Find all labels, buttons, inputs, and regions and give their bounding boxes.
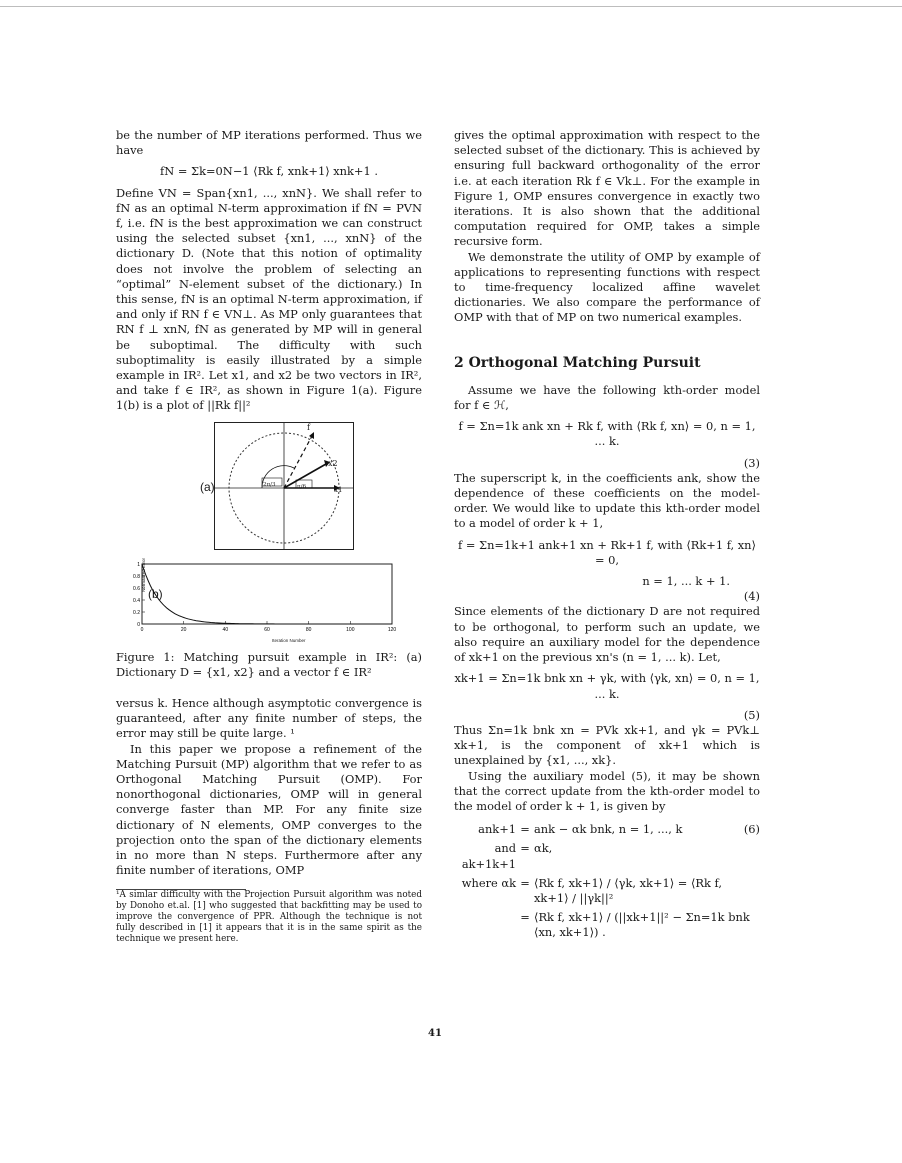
x-axis-label: Iteration Number <box>272 637 306 643</box>
eq6-row1-rhs <box>534 822 760 837</box>
equation-5: xk+1 = Σn=1k bnk xn + γk, with ⟨γk, xn⟩ = 0, n = 1, ... k. <box>454 671 760 701</box>
equation-3-number: (3) <box>743 455 760 470</box>
eq6-row2-lhs: and ak+1k+1 <box>461 841 516 871</box>
figure-1b-plot <box>130 557 398 632</box>
equation-fn: fN = Σk=0N−1 ⟨Rk f, xnk+1⟩ xnk+1 . <box>160 164 378 179</box>
eq6-row4-eq: = <box>520 910 530 925</box>
eq6-row3-lhs: where αk <box>461 875 516 890</box>
x-tick-label: 20 <box>180 626 187 632</box>
left-paragraph-4: In this paper we propose a refinement of the Matching Pursuit (MP) algorithm that we refer to as Orthogonal Matching Pursuit (OMP). For nonorthogonal dictionaries, OMP will in general converge faster than MP. For any finite size dictionary of N elements, OMP converges to the projection onto the span of the dictionary elements in no more than N steps. Furthermore after any finite number of iterations, OMP <box>116 741 422 878</box>
top-rule <box>0 6 902 7</box>
eq6-row4-rhs: ⟨Rk f, xk+1⟩ / (||xk+1||² − Σn=1k bnk ⟨xn, xk+1⟩) . <box>534 910 750 940</box>
y-axis-label: Normalized Error <box>141 557 146 592</box>
angle-label-pi6: π/6 <box>297 483 306 490</box>
equation-5-number: (5) <box>743 707 760 722</box>
right-paragraph-3: Assume we have the following kth-order model for f ∈ ℋ, <box>454 382 760 413</box>
eq6-row2-rhs: αk, <box>534 841 553 856</box>
right-paragraph-1: gives the optimal approximation with respect to the selected subset of the dictionary. This is achieved by ensuring full backward orthogonality of the error i.e. at each iteration Rk f ∈ Vk⊥. For the example in Figure 1, OMP ensures convergence in exactly two iterations. It is also shown that the additional computation required for OMP, takes a simple recursive form. <box>454 128 760 249</box>
figure-label-a: (a) <box>200 479 215 494</box>
vector-f-label: f <box>307 422 310 432</box>
x-tick-label: 60 <box>264 626 270 632</box>
error-curve <box>142 564 392 624</box>
vector-x2-label: x2 <box>328 458 338 468</box>
eq6-row4-lhs-empty <box>454 910 516 940</box>
x-tick-label: 80 <box>305 626 312 632</box>
footnote: ¹A simlar difficulty with the Projection Pursuit algorithm was noted by Donoho et.al. [1] who suggested that backfitting may be used to improve the convergence of PPR. Although the technique is not fully described in [1] it appears that it is in the same spirit as the technique we present here. <box>116 889 422 944</box>
x-tick-label: 0 <box>140 626 144 632</box>
equation-4-number: (4) <box>743 589 760 604</box>
equation-4a: f = Σn=1k+1 ank+1 xn + Rk+1 f, with ⟨Rk+1 f, xn⟩ = 0, <box>458 537 756 567</box>
equation-6-block <box>454 822 760 940</box>
right-paragraph-4: The superscript k, in the coefficients ank, show the dependence of these coefficients on the model-order. We would like to update this kth-order model to a model of order k + 1, <box>454 470 760 531</box>
eq6-row3-eq: = <box>520 875 530 890</box>
eq6-row1-lhs: ank+1 <box>478 822 516 837</box>
plot-frame <box>142 564 392 624</box>
eq6-row2-eq: = <box>520 841 530 856</box>
page-number: 41 <box>428 1028 442 1039</box>
left-paragraph-2: Define VN = Span{xn1, ..., xnN}. We shall refer to fN as an optimal N-term approximation if fN = PVN f, i.e. fN is the best approximation we can construct using the selected subset {xn1, ..., xnN} of the dictionary D. (Note that this notion of optimality does not involve the problem of selecting an “optimal” N-element subset of the dictionary.) In this sense, fN is an optimal N-term approximation, if and only if RN f ∈ VN⊥. As MP only guarantees that RN f ⊥ xnN, fN as generated by MP will in general be suboptimal. The difficulty with such suboptimality is easily illustrated by a simple example in IR². Let x1, and x2 be two vectors in IR², and take f ∈ IR², as shown in Figure 1(a). Figure 1(b) is a plot of ||Rk f||² <box>116 185 422 413</box>
figure-caption: Figure 1: Matching pursuit example in IR²: (a) Dictionary D = {x1, x2} and a vector f ∈ IR² <box>116 649 422 679</box>
section-heading: 2 Orthogonal Matching Pursuit <box>454 354 701 371</box>
y-tick-label: 0 <box>137 621 140 628</box>
equation-6-number: (6) <box>743 822 760 837</box>
equation-3: f = Σn=1k ank xn + Rk f, with ⟨Rk f, xn⟩ = 0, n = 1, ... k. <box>458 419 756 449</box>
eq6-row3-rhs: ⟨Rk f, xk+1⟩ / ⟨γk, xk+1⟩ = ⟨Rk f, xk+1⟩ / ||γk||² <box>534 875 722 905</box>
right-paragraph-7: Using the auxiliary model (5), it may be shown that the correct update from the kth-order model to the model of order k + 1, is given by <box>454 768 760 813</box>
right-column <box>454 128 760 949</box>
x-tick-label: 40 <box>222 626 229 632</box>
y-tick-label: 0.2 <box>133 609 140 616</box>
figure-label-b: (b) <box>148 586 163 601</box>
left-column <box>116 128 422 945</box>
y-tick-label: 0.4 <box>133 597 140 604</box>
x-tick-label: 100 <box>346 626 355 632</box>
x-tick-label: 120 <box>387 626 397 632</box>
left-paragraph-1: be the number of MP iterations performed. Thus we have <box>116 128 422 158</box>
eq6-row1-eq: = <box>520 822 530 837</box>
left-paragraph-3: versus k. Hence although asymptotic convergence is guaranteed, after any finite number of steps, the error may still be quite large. ¹ <box>116 696 422 741</box>
y-tick-label: 0.8 <box>133 573 140 580</box>
figure-1 <box>116 422 422 643</box>
vector-x1-label: x1 <box>334 485 343 494</box>
right-paragraph-2: We demonstrate the utility of OMP by example of applications to representing functions with respect to time-frequency localized affine wavelet dictionaries. We also compare the performance of OMP with that of MP on two numerical examples. <box>454 249 760 325</box>
right-paragraph-5: Since elements of the dictionary D are not required to be orthogonal, to perform such an update, we also require an auxiliary model for the dependence of xk+1 on the previous xn's (n = 1, ... k). Let, <box>454 604 760 665</box>
y-tick-label: 1 <box>137 561 140 568</box>
eq6-row1-rhs-text: ank − αk bnk, n = 1, ..., k <box>534 822 683 837</box>
right-paragraph-6: Thus Σn=1k bnk xn = PVk xk+1, and γk = PVk⊥ xk+1, is the component of xk+1 which is unexplained by {x1, ..., xk}. <box>454 722 760 768</box>
angle-label-2pi3: 2π/3 <box>263 481 276 488</box>
figure-1a-diagram <box>214 422 354 550</box>
equation-4b: n = 1, ... k + 1. <box>642 574 730 589</box>
y-tick-label: 0.6 <box>133 585 140 592</box>
